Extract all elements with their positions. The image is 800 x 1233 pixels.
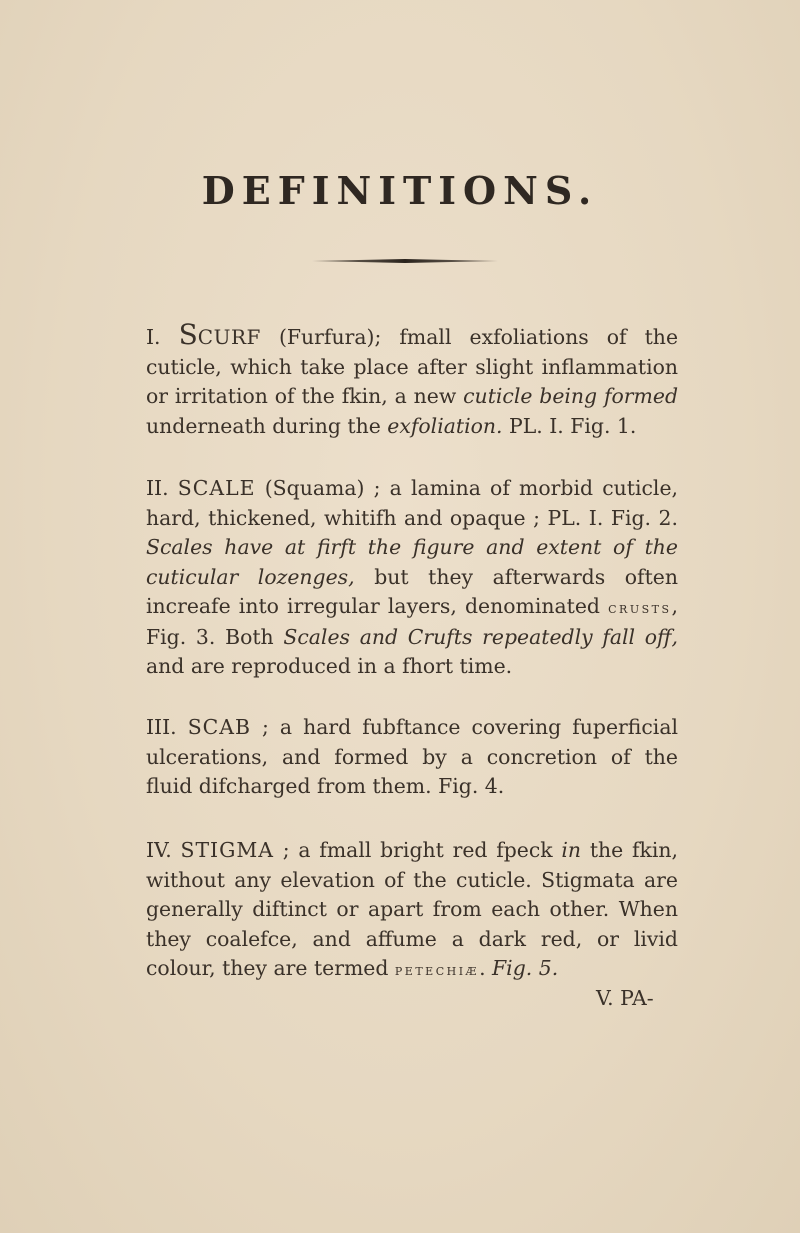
entry-term: CURF [197,325,261,349]
entry-text: underneath during the [146,413,388,438]
entry-small-caps: petechiæ [394,960,480,979]
entry-number: III. [146,715,177,739]
entry-small-caps: crusts [608,598,672,617]
entry-text: the fkin, without any elevation of the cuticle. Stigmata are generally diftinct or apart from each other. When they coalefce, and affume a dark red, or livid colour, they are termed [146,838,679,980]
entry-italic: in [561,838,582,862]
entry-number: II. [146,476,169,500]
page-title: DEFINITIONS. [201,168,599,213]
entry-text: (Furfura); fmall exfoliations of the cuticle, which take place after slight inflammation or irritation of the fkin, a new [146,325,679,408]
entry-reference: PL. I. Fig. 1. [502,413,637,438]
entry-text: ; a fmall bright red fpeck [274,838,562,862]
entry-term-initial: S [178,318,198,351]
entry-term: SCALE [177,476,256,500]
definition-scale [146,474,678,682]
definition-scurf [146,320,678,441]
entry-text: and are reproduced in a fhort time. [146,654,513,678]
entry-term: SCAB [187,715,251,739]
entry-italic: Scales have at firft the figure and extent of the cuticular lozenges, [146,535,678,589]
entry-number: IV. [146,838,172,862]
entry-text: (Squama) ; a lamina of morbid cuticle, hard, thickened, whitifh and opaque ; PL. I. Fig. 2. [146,476,678,530]
entry-italic: exfoliation. [387,413,503,438]
entry-text: , Fig. 3. Both [146,594,678,649]
entry-italic: Fig. 5. [492,956,559,980]
entry-term: STIGMA [180,838,274,862]
entry-italic: cuticle being formed [463,384,678,408]
entry-italic: Scales and Crufts repeatedly fall off, [283,624,678,649]
definition-stigma [146,836,678,985]
entry-text: but they afterwards often increafe into irregular layers, denominated [146,564,678,618]
catchword: V. PA- [596,986,654,1010]
definition-scab [146,713,678,802]
entry-text: . [479,956,493,980]
ornamental-rule [312,259,498,263]
entry-number: I. [146,325,161,349]
entry-text: ; a hard fubftance covering fuperficial ulcerations, and formed by a concretion of the fluid difcharged from them. Fig. 4. [146,715,678,798]
